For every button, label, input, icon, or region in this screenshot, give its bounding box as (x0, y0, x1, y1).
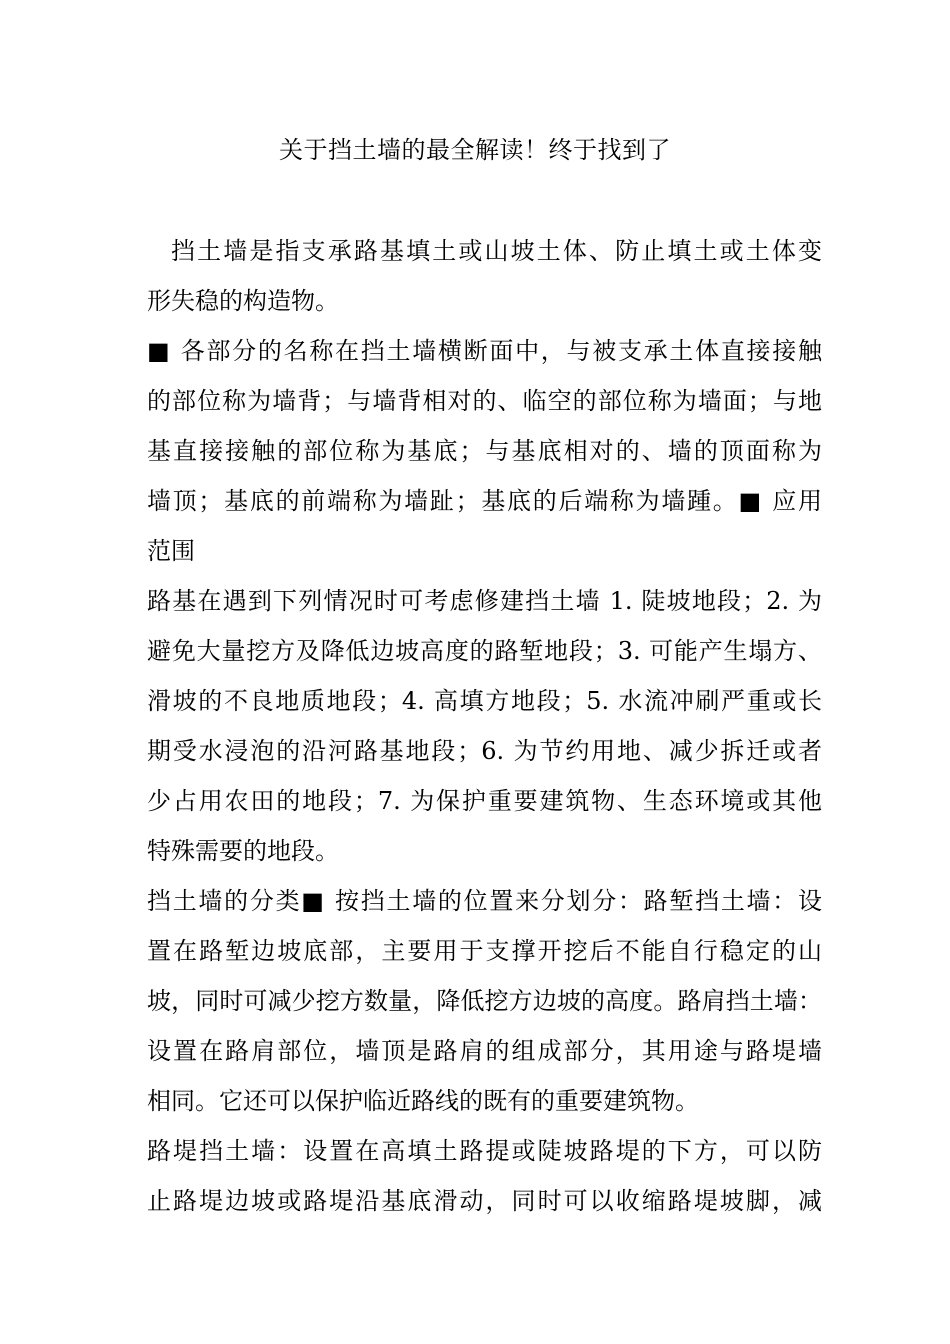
text-line: 期受水浸泡的沿河路基地段；6. 为节约用地、减少拆迁或者 (147, 737, 822, 765)
text-line: 墙顶；基底的前端称为墙趾；基底的后端称为墙踵。■ 应用 (147, 487, 822, 515)
text-line: 路堤挡土墙：设置在高填土路提或陡坡路堤的下方，可以防 (147, 1137, 822, 1165)
text-line: 的部位称为墙背；与墙背相对的、临空的部位称为墙面；与地 (147, 387, 822, 415)
text-line: 滑坡的不良地质地段；4. 高填方地段；5. 水流冲刷严重或长 (147, 687, 822, 715)
text-line: 避免大量挖方及降低边坡高度的路堑地段；3. 可能产生塌方、 (147, 637, 822, 665)
text-line: 形失稳的构造物。 (147, 287, 339, 315)
text-line: 路基在遇到下列情况时可考虑修建挡土墙 1. 陡坡地段；2. 为 (147, 587, 822, 615)
text-line: 特殊需要的地段。 (147, 837, 339, 865)
text-line: 基直接接触的部位称为基底；与基底相对的、墙的顶面称为 (147, 437, 822, 465)
text-line: 坡，同时可减少挖方数量，降低挖方边坡的高度。路肩挡土墙： (147, 987, 822, 1015)
document-title: 关于挡土墙的最全解读！终于找到了 (279, 136, 671, 164)
text-line: 止路堤边坡或路堤沿基底滑动，同时可以收缩路堤坡脚，减 (147, 1187, 822, 1215)
text-line: 范围 (147, 537, 195, 565)
text-line: ■ 各部分的名称在挡土墙横断面中，与被支承土体直接接触 (147, 337, 822, 365)
text-line: 设置在路肩部位，墙顶是路肩的组成部分，其用途与路堤墙 (147, 1037, 822, 1065)
document-body (147, 226, 822, 1226)
text-line: 挡土墙的分类■ 按挡土墙的位置来分划分：路堑挡土墙：设 (147, 887, 822, 915)
text-line: 置在路堑边坡底部，主要用于支撑开挖后不能自行稳定的山 (147, 937, 822, 965)
text-line: 少占用农田的地段；7. 为保护重要建筑物、生态环境或其他 (147, 787, 822, 815)
text-line: 挡土墙是指支承路基填土或山坡土体、防止填土或土体变 (171, 237, 822, 265)
text-line: 相同。它还可以保护临近路线的既有的重要建筑物。 (147, 1087, 699, 1115)
